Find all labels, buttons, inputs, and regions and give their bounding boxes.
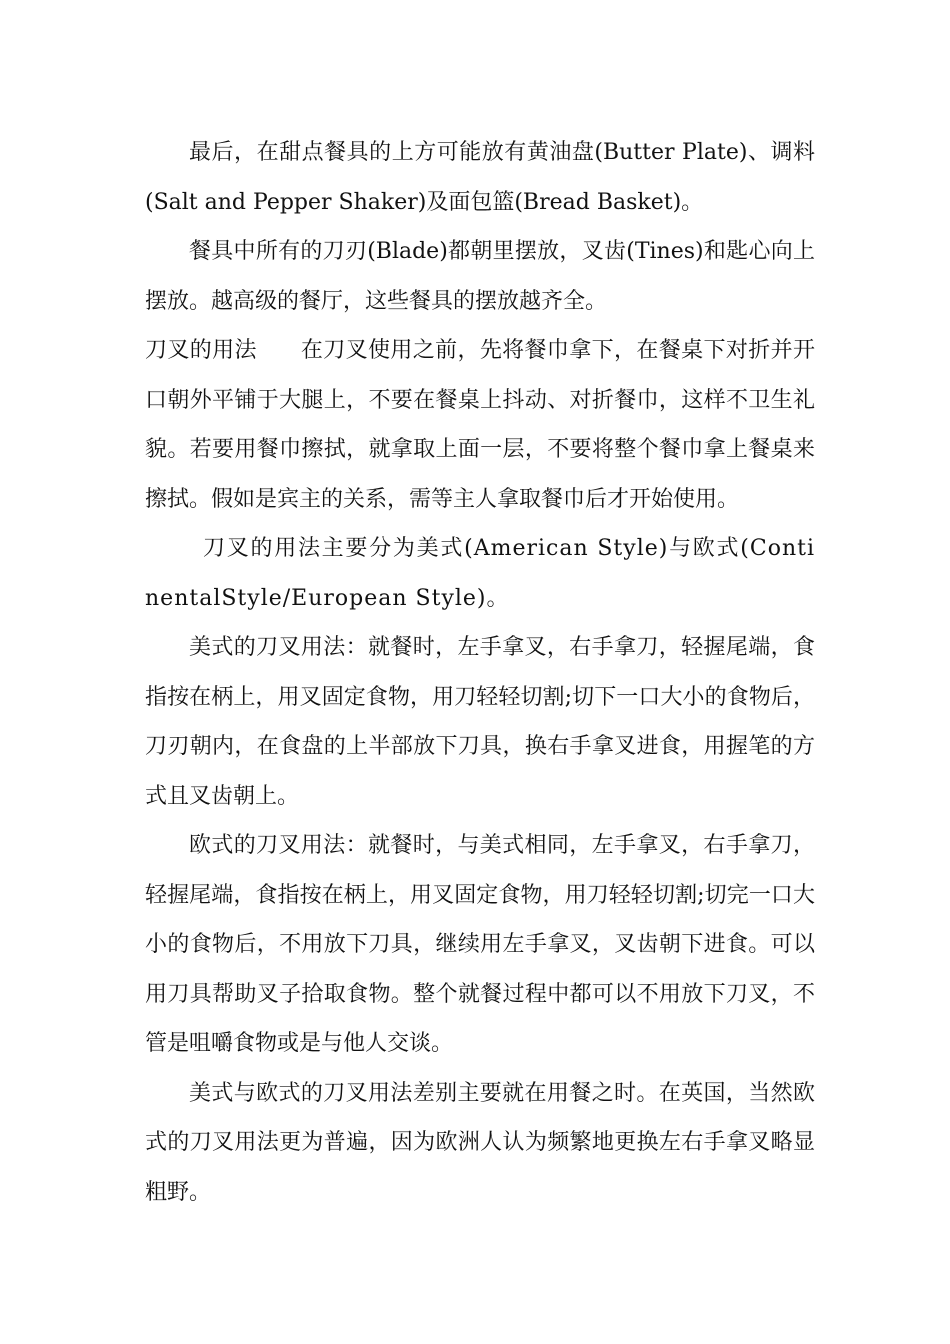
paragraph-text: 在刀叉使用之前，先将餐巾拿下，在餐桌下对折并开口朝外平铺于大腿上，不要在餐桌上抖动、对折餐巾，这样不卫生礼貌。若要用餐巾擦拭，就拿取上面一层，不要将整个餐巾拿上餐桌来擦拭。假如是宾主的关系，需等主人拿取餐巾后才开始使用。 bbox=[145, 338, 815, 512]
paragraph-text: 最后，在甜点餐具的上方可能放有黄油盘(Butter Plate)、调料(Salt and Pepper Shaker)及面包篮(Bread Basket)。 bbox=[145, 140, 815, 215]
document-body bbox=[145, 128, 815, 1217]
paragraph-text: 刀叉的用法主要分为美式(American Style)与欧式(ContinentalStyle/European Style)。 bbox=[145, 536, 815, 611]
paragraph-styles-overview bbox=[145, 524, 815, 623]
paragraph-european-style bbox=[145, 821, 815, 1069]
section-heading: 刀叉的用法 bbox=[145, 338, 257, 363]
paragraph-knife-fork-usage bbox=[145, 326, 815, 524]
paragraph-text: 美式的刀叉用法：就餐时，左手拿叉，右手拿刀，轻握尾端，食指按在柄上，用叉固定食物，用刀轻轻切割;切下一口大小的食物后，刀刃朝内，在食盘的上半部放下刀具，换右手拿叉进食，用握笔的方式且叉齿朝上。 bbox=[145, 635, 815, 809]
paragraph-text: 餐具中所有的刀刃(Blade)都朝里摆放，叉齿(Tines)和匙心向上摆放。越高级的餐厅，这些餐具的摆放越齐全。 bbox=[145, 239, 815, 314]
paragraph-text: 欧式的刀叉用法：就餐时，与美式相同，左手拿叉，右手拿刀，轻握尾端，食指按在柄上，用叉固定食物，用刀轻轻切割;切完一口大小的食物后，不用放下刀具，继续用左手拿叉，叉齿朝下进食。可以用刀具帮助叉子拾取食物。整个就餐过程中都可以不用放下刀叉，不管是咀嚼食物或是与他人交谈。 bbox=[145, 833, 815, 1056]
paragraph-text: 美式与欧式的刀叉用法差别主要就在用餐之时。在英国，当然欧式的刀叉用法更为普遍，因为欧洲人认为频繁地更换左右手拿叉略显粗野。 bbox=[145, 1080, 815, 1205]
paragraph-blade-placement bbox=[145, 227, 815, 326]
paragraph-style-difference bbox=[145, 1069, 815, 1218]
paragraph-dessert-tableware bbox=[145, 128, 815, 227]
paragraph-american-style bbox=[145, 623, 815, 821]
